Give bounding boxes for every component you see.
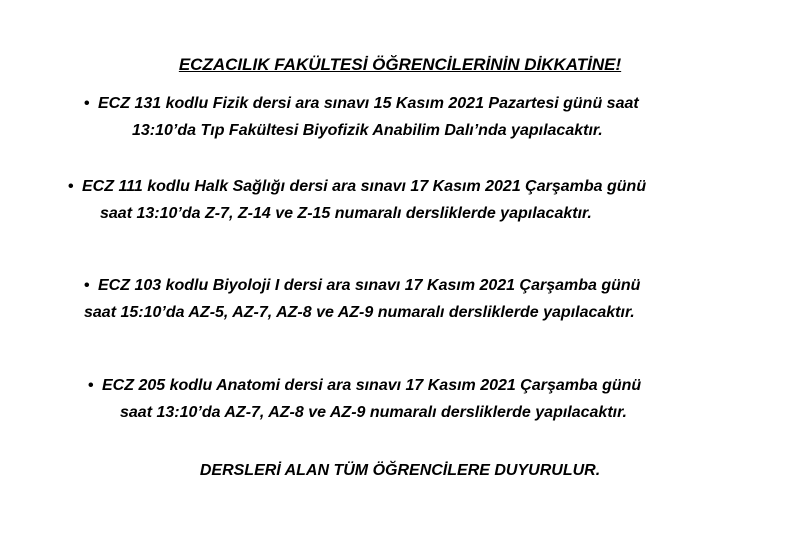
announcement-line (88, 372, 641, 399)
announcement-halk-sagligi (68, 173, 646, 227)
announcement-text: 13:10’da Tıp Fakültesi Biyofizik Anabilim Dalı’nda yapılacaktır. (132, 122, 603, 139)
bullet-icon: • (68, 178, 74, 195)
announcement-line (84, 272, 640, 299)
announcement-anatomi (88, 372, 641, 426)
announcement-text: ECZ 103 kodlu Biyoloji I dersi ara sınavı 17 Kasım 2021 Çarşamba günü (98, 277, 641, 294)
announcement-line (68, 200, 646, 227)
announcement-text: saat 13:10’da Z-7, Z-14 ve Z-15 numaralı dersliklerde yapılacaktır. (100, 205, 592, 222)
announcement-line (84, 117, 639, 144)
announcement-text: ECZ 131 kodlu Fizik dersi ara sınavı 15 Kasım 2021 Pazartesi günü saat (98, 95, 639, 112)
announcement-line (68, 173, 646, 200)
bullet-icon: • (84, 277, 90, 294)
announcement-line (88, 399, 641, 426)
announcement-line (84, 299, 640, 326)
bullet-icon: • (88, 377, 94, 394)
bullet-icon: • (84, 95, 90, 112)
announcement-fizik (84, 90, 639, 144)
announcement-text: saat 13:10’da AZ-7, AZ-8 ve AZ-9 numaralı dersliklerde yapılacaktır. (120, 404, 627, 421)
announcement-line (84, 90, 639, 117)
page-title: ECZACILIK FAKÜLTESİ ÖĞRENCİLERİNİN DİKKATİNE! (178, 55, 622, 74)
closing-notice: DERSLERİ ALAN TÜM ÖĞRENCİLERE DUYURULUR. (199, 462, 601, 479)
announcement-biyoloji (84, 272, 640, 326)
announcement-text: ECZ 205 kodlu Anatomi dersi ara sınavı 17 Kasım 2021 Çarşamba günü (102, 377, 642, 394)
announcement-text: saat 15:10’da AZ-5, AZ-7, AZ-8 ve AZ-9 numaralı dersliklerde yapılacaktır. (84, 304, 635, 321)
announcement-text: ECZ 111 kodlu Halk Sağlığı dersi ara sınavı 17 Kasım 2021 Çarşamba günü (82, 178, 647, 195)
